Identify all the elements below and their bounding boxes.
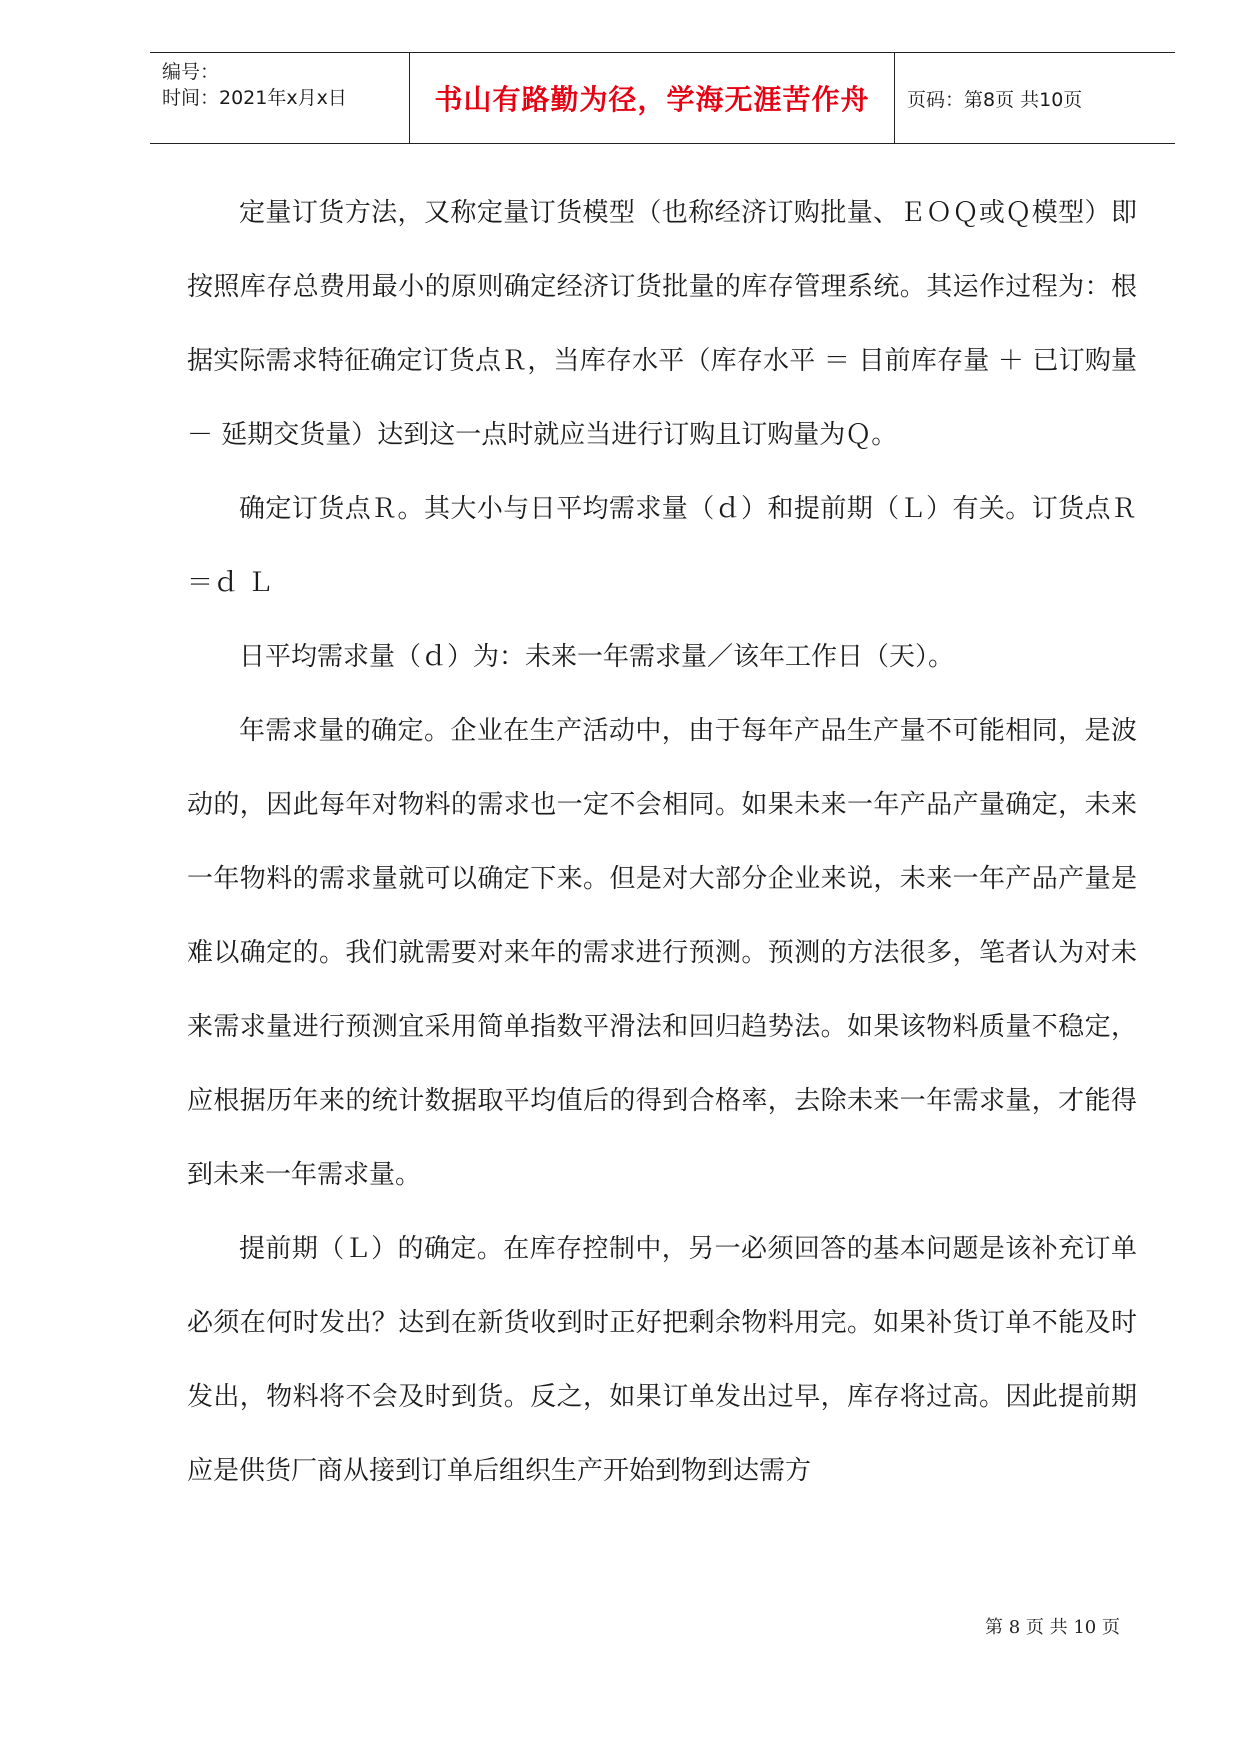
paragraph: 日平均需求量（ｄ）为：未来一年需求量／该年工作日（天）。 <box>239 642 955 672</box>
header-meta <box>150 53 410 143</box>
header-page-info: 页码：第8页 共10页 <box>907 88 1083 111</box>
header-motto: 书山有路勤为径，学海无涯苦作舟 <box>410 53 895 143</box>
document-body <box>187 176 1137 1508</box>
paragraph: 确定订货点Ｒ。其大小与日平均需求量（ｄ）和提前期（Ｌ）有关。订货点Ｒ＝ｄ Ｌ <box>187 494 1137 598</box>
paragraph: 定量订货方法，又称定量订货模型（也称经济订购批量、ＥＯＱ或Ｑ模型）即按照库存总费用最小的原则确定经济订货批量的库存管理系统。其运作过程为：根据实际需求特征确定订货点Ｒ，当库存水平（库存水平 ＝ 目前库存量 ＋ 已订购量 － 延期交货量）达到这一点时就应当进行订购且订购量为Ｑ。 <box>187 198 1137 450</box>
paragraph: 提前期（Ｌ）的确定。在库存控制中，另一必须回答的基本问题是该补充订单必须在何时发出？达到在新货收到时正好把剩余物料用完。如果补货订单不能及时发出，物料将不会及时到货。反之，如果订单发出过早，库存将过高。因此提前期应是供货厂商从接到订单后组织生产开始到物到达需方 <box>187 1234 1137 1486</box>
paragraph: 年需求量的确定。企业在生产活动中，由于每年产品生产量不可能相同，是波动的，因此每年对物料的需求也一定不会相同。如果未来一年产品产量确定，未来一年物料的需求量就可以确定下来。但是对大部分企业来说，未来一年产品产量是难以确定的。我们就需要对来年的需求进行预测。预测的方法很多，笔者认为对未来需求量进行预测宜采用简单指数平滑法和回归趋势法。如果该物料质量不稳定，应根据历年来的统计数据取平均值后的得到合格率，去除未来一年需求量，才能得到未来一年需求量。 <box>187 716 1137 1190</box>
document-time-label: 时间：2021年x月x日 <box>162 87 347 109</box>
document-number-label: 编号： <box>162 61 220 83</box>
page-footer: 第 8 页 共 10 页 <box>985 1617 1120 1638</box>
page-header <box>150 52 1175 144</box>
